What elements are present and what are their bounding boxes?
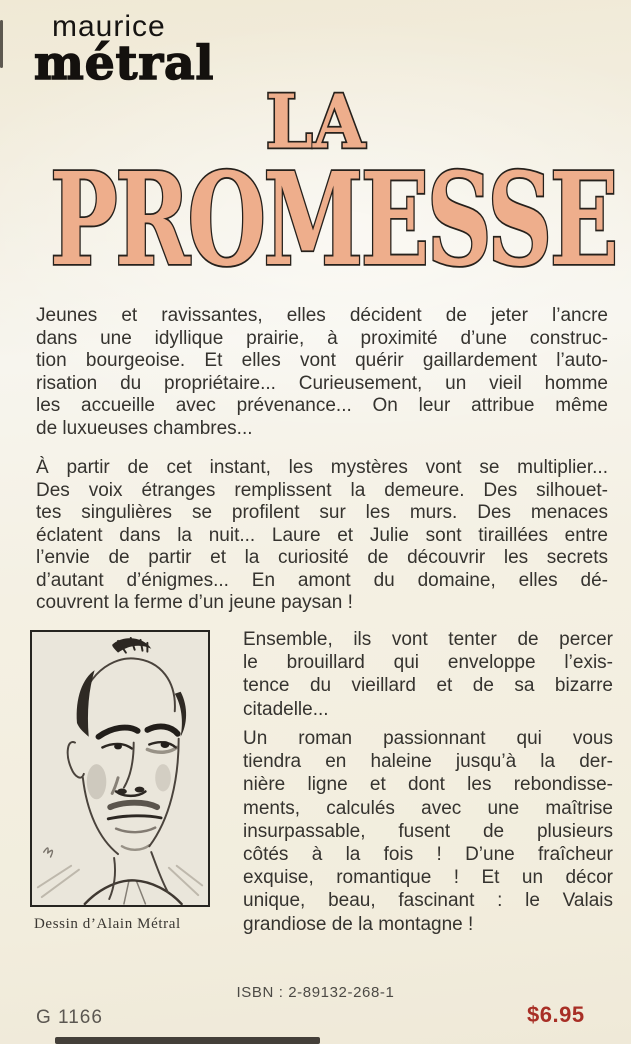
author-last-name: métral bbox=[34, 36, 215, 91]
photo-edge-artifact-bottom bbox=[55, 1037, 320, 1044]
catalog-number: G 1166 bbox=[36, 1007, 103, 1028]
portrait-caption: Dessin d’Alain Métral bbox=[34, 916, 181, 932]
isbn-text: ISBN : 2-89132-268-1 bbox=[236, 984, 395, 1001]
photo-edge-artifact-left bbox=[0, 20, 3, 68]
price-tag: $6.95 bbox=[527, 1002, 585, 1027]
synopsis-paragraph-3: Ensemble, ils vont tenter de percer le brouillard qui enveloppe l’exis- tence du vieillard et de sa bizarre citadelle... bbox=[243, 629, 613, 720]
synopsis-paragraph-1: Jeunes et ravissantes, elles décident de jeter l’ancre dans une idyllique prairie, à proximité d’une construc- tion bourgeoise. Et elles vont quérir gaillardement l’auto- risation du propriétaire... Curieusement, un vieil homme les accueille avec prévenance... On leur attribue même de luxueuses chambres... bbox=[36, 305, 608, 439]
book-title bbox=[0, 79, 631, 294]
author-portrait-sketch bbox=[32, 632, 208, 905]
title-line-promesse: PROMESSE bbox=[49, 144, 616, 294]
synopsis-paragraph-2: À partir de cet instant, les mystères vont se multiplier... Des voix étranges remplissent la demeure. Des silhouet- tes singulières se profilent sur les murs. Des menaces éclatent dans la nuit... Laure et Julie sont tiraillées entre l’envie de partir et la curiosité de découvrir les secrets d’autant d’énigmes... En amont du domaine, elles dé- couvrent la ferme d’un jeune paysan ! bbox=[36, 457, 608, 613]
synopsis-paragraph-4: Un roman passionnant qui vous tiendra en haleine jusqu’à la der- nière ligne et dont les rebondisse- ments, calculés avec une maîtrise insurpassable, fusent de plusieurs côtés à la fois ! D’une fraîcheur exquise, romantique ! Et un décor unique, beau, fascinant : le Valais grandiose de la montagne ! bbox=[243, 728, 613, 935]
author-first-name: maurice bbox=[52, 10, 166, 43]
title-line-la: LA bbox=[265, 79, 366, 166]
portrait-frame bbox=[30, 630, 210, 907]
